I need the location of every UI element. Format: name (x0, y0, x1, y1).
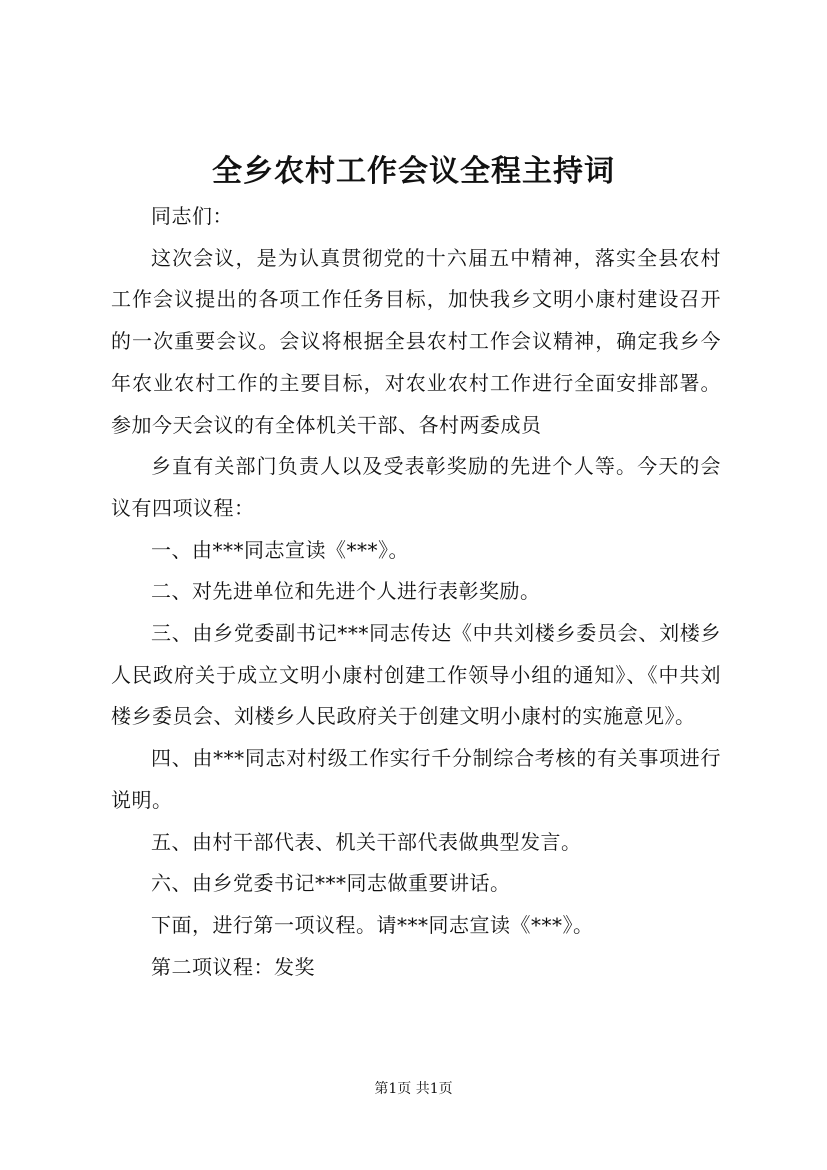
agenda-item-5: 五、由村干部代表、机关干部代表做典型发言。 (151, 829, 582, 854)
page-number-footer: 第1页 共1页 (374, 1081, 453, 1097)
agenda-item-2: 二、对先进单位和先进个人进行表彰奖励。 (151, 579, 541, 604)
paragraph-intro: 这次会议，是为认真贯彻党的十六届五中精神，落实全县农村工作会议提出的各项工作任务目标，加快我乡文明小康村建设召开的一次重要会议。会议将根据全县农村工作会议精神，确定我乡今年农业农村工作的主要目标，对农业农村工作进行全面安排部署。参加今天会议的有全体机关干部、各村两委成员 (111, 245, 721, 437)
agenda-item-6: 六、由乡党委书记***同志做重要讲话。 (151, 871, 511, 896)
paragraph-second-item: 第二项议程：发奖 (151, 954, 315, 979)
agenda-item-3: 三、由乡党委副书记***同志传达《中共刘楼乡委员会、刘楼乡人民政府关于成立文明小康村创建工作领导小组的通知》、《中共刘楼乡委员会、刘楼乡人民政府关于创建文明小康村的实施意见》。 (111, 621, 721, 729)
paragraph-first-item: 下面，进行第一项议程。请***同志宣读《***》。 (151, 912, 594, 937)
document-title: 全乡农村工作会议全程主持词 (212, 154, 615, 189)
agenda-item-1: 一、由***同志宣读《***》。 (151, 537, 409, 562)
paragraph-agenda-intro: 乡直有关部门负责人以及受表彰奖励的先进个人等。今天的会议有四项议程： (111, 454, 721, 520)
agenda-item-4: 四、由***同志对村级工作实行千分制综合考核的有关事项进行说明。 (111, 746, 721, 812)
paragraph-salutation: 同志们： (151, 204, 233, 228)
document-body (111, 196, 721, 988)
